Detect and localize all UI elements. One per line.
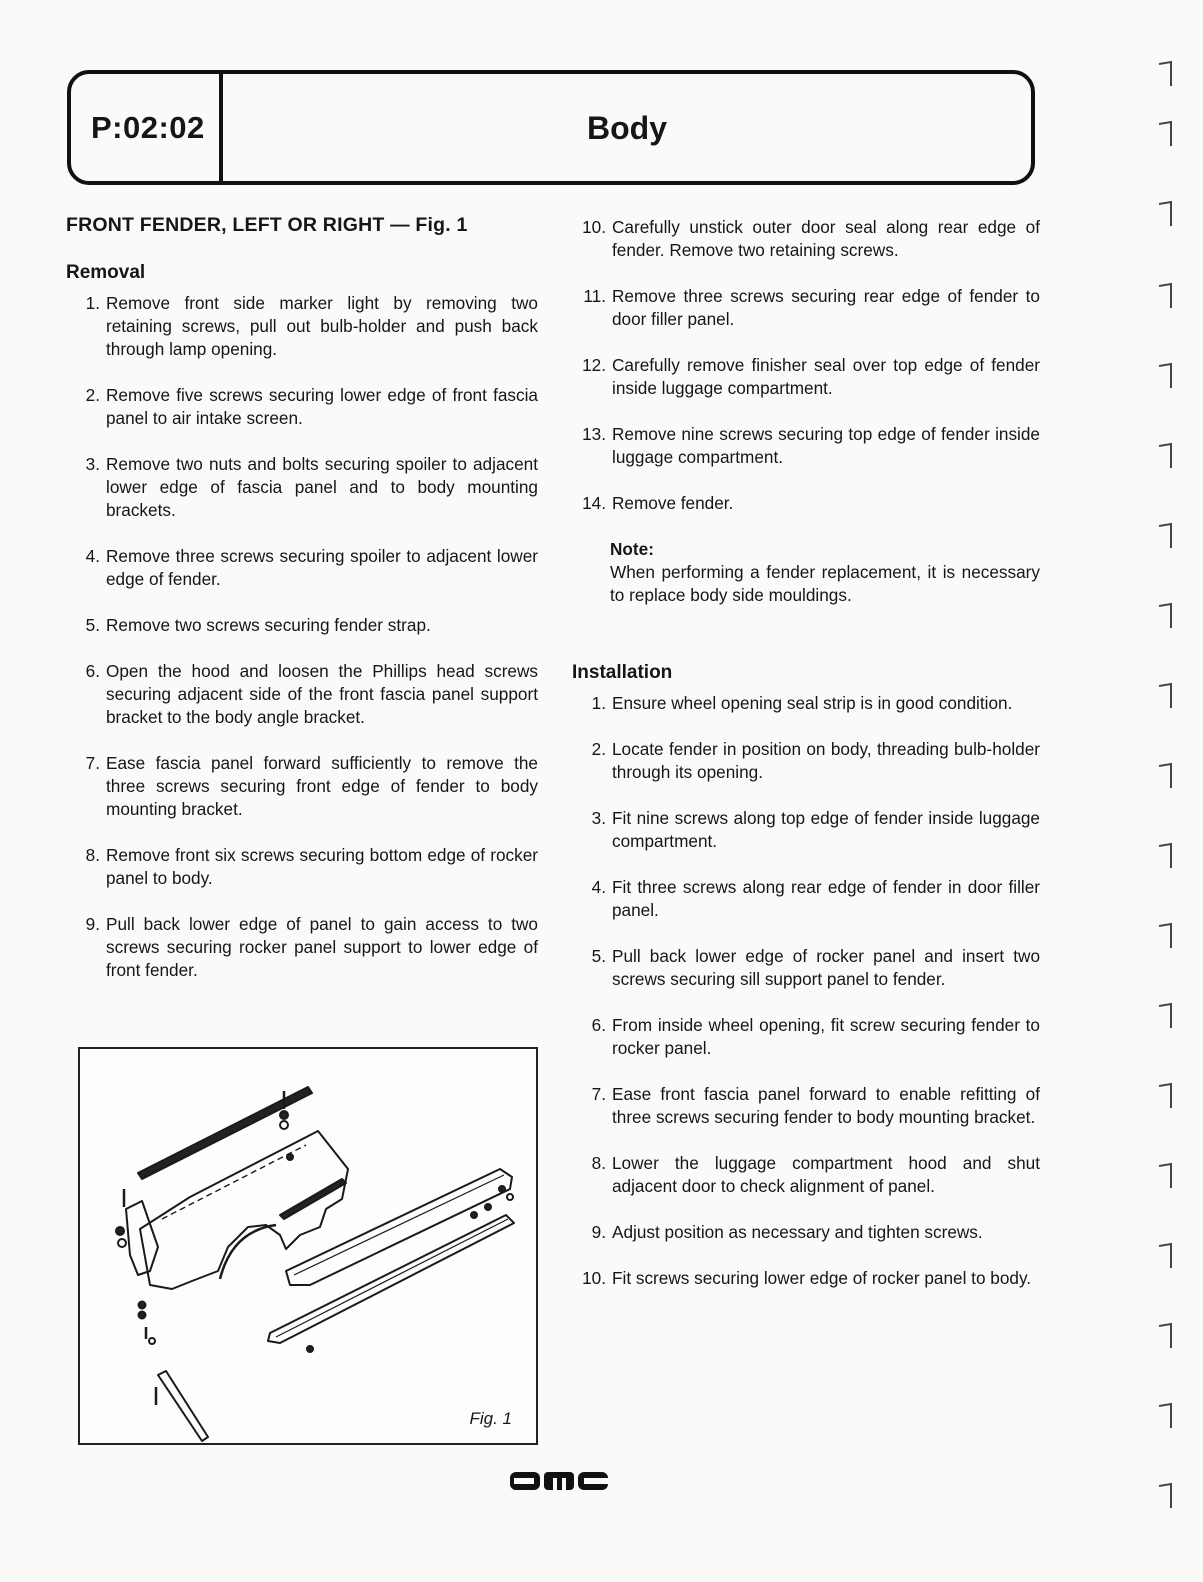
step-number: 6. xyxy=(85,661,100,681)
step-text: Remove three screws securing spoiler to adjacent lower edge of fender. xyxy=(106,546,538,589)
page-title: Body xyxy=(587,110,667,146)
step-text: Remove two nuts and bolts securing spoiler to adjacent lower edge of fascia panel and to body mounting brackets. xyxy=(106,454,538,520)
step-item xyxy=(66,292,538,361)
step-item xyxy=(572,354,1040,400)
step-text: Remove two screws securing fender strap. xyxy=(106,615,431,635)
installation-section xyxy=(572,661,1040,1290)
step-item xyxy=(572,807,1040,853)
dmc-logo-icon xyxy=(510,1470,608,1492)
step-number: 8. xyxy=(591,1153,606,1173)
step-number: 12. xyxy=(582,355,606,375)
fender-panel-part xyxy=(140,1131,348,1289)
step-text: Ease fascia panel forward sufficiently to remove the three screws securing front edge of fender to body mounting bracket. xyxy=(106,753,538,819)
step-item xyxy=(572,492,1040,515)
step-item xyxy=(66,384,538,430)
step-number: 5. xyxy=(591,946,606,966)
section-title: FRONT FENDER, LEFT OR RIGHT — Fig. 1 xyxy=(66,214,468,236)
page-header xyxy=(67,70,1035,185)
step-text: Remove nine screws securing top edge of fender inside luggage compartment. xyxy=(612,424,1040,467)
page-code: P:02:02 xyxy=(91,110,205,145)
step-number: 3. xyxy=(85,454,100,474)
step-number: 8. xyxy=(85,845,100,865)
step-number: 2. xyxy=(85,385,100,405)
step-item xyxy=(66,913,538,982)
step-number: 9. xyxy=(85,914,100,934)
binder-marks-decoration xyxy=(1157,60,1181,1520)
step-text: Open the hood and loosen the Phillips head screws securing adjacent side of the front fascia panel support bracket to the body angle bracket. xyxy=(106,661,538,727)
installation-steps-list xyxy=(572,692,1040,1290)
right-column xyxy=(572,216,1040,1313)
step-item xyxy=(572,1152,1040,1198)
step-text: Remove front six screws securing bottom edge of rocker panel to body. xyxy=(106,845,538,888)
step-number: 3. xyxy=(591,808,606,828)
installation-title: Installation xyxy=(572,662,673,683)
fender-strap-part xyxy=(158,1371,208,1441)
step-text: Fit nine screws along top edge of fender inside luggage compartment. xyxy=(612,808,1040,851)
figure-1 xyxy=(78,1047,538,1445)
step-item xyxy=(572,216,1040,262)
step-text: Carefully remove finisher seal over top edge of fender inside luggage compartment. xyxy=(612,355,1040,398)
step-number: 6. xyxy=(591,1015,606,1035)
step-number: 7. xyxy=(591,1084,606,1104)
step-number: 7. xyxy=(85,753,100,773)
step-number: 1. xyxy=(85,293,100,313)
step-number: 5. xyxy=(85,615,100,635)
step-text: Adjust position as necessary and tighten screws. xyxy=(612,1222,983,1242)
step-number: 4. xyxy=(85,546,100,566)
step-text: Remove front side marker light by removing two retaining screws, pull out bulb-holder and push back through lamp opening. xyxy=(106,293,538,359)
step-text: Pull back lower edge of rocker panel and insert two screws securing sill support panel to fender. xyxy=(612,946,1040,989)
step-item xyxy=(66,844,538,890)
step-number: 13. xyxy=(582,424,606,444)
note-label: Note: xyxy=(610,539,654,559)
step-text: Fit screws securing lower edge of rocker panel to body. xyxy=(612,1268,1032,1288)
step-number: 2. xyxy=(591,739,606,759)
step-item xyxy=(572,1221,1040,1244)
step-item xyxy=(66,614,538,637)
step-item xyxy=(572,876,1040,922)
step-item xyxy=(572,1083,1040,1129)
removal-steps-list xyxy=(66,292,538,982)
step-number: 14. xyxy=(582,493,606,513)
step-text: Pull back lower edge of panel to gain access to two screws securing rocker panel support to lower edge of front fender. xyxy=(106,914,538,980)
step-item xyxy=(572,1014,1040,1060)
left-column xyxy=(66,214,538,1005)
step-text: Remove fender. xyxy=(612,493,734,513)
step-text: Ensure wheel opening seal strip is in good condition. xyxy=(612,693,1013,713)
step-item xyxy=(66,453,538,522)
step-item xyxy=(572,738,1040,784)
step-item xyxy=(572,285,1040,331)
step-item xyxy=(572,692,1040,715)
figure-caption: Fig. 1 xyxy=(469,1409,512,1428)
step-text: Lower the luggage compartment hood and shut adjacent door to check alignment of panel. xyxy=(612,1153,1040,1196)
step-number: 11. xyxy=(583,286,606,306)
step-text: From inside wheel opening, fit screw securing fender to rocker panel. xyxy=(612,1015,1040,1058)
step-number: 10. xyxy=(582,1268,606,1288)
step-text: Carefully unstick outer door seal along rear edge of fender. Remove two retaining screws. xyxy=(612,217,1040,260)
step-text: Remove three screws securing rear edge of fender to door filler panel. xyxy=(612,286,1040,329)
step-text: Locate fender in position on body, threading bulb-holder through its opening. xyxy=(612,739,1040,782)
step-item xyxy=(572,945,1040,991)
removal-steps-continued-list xyxy=(572,216,1040,515)
step-item xyxy=(572,1267,1040,1290)
step-text: Fit three screws along rear edge of fender in door filler panel. xyxy=(612,877,1040,920)
exploded-fender-diagram-icon xyxy=(80,1049,536,1443)
note-block xyxy=(610,538,1040,607)
step-text: Ease front fascia panel forward to enable refitting of three screws securing fender to body mounting bracket. xyxy=(612,1084,1040,1127)
step-item xyxy=(66,752,538,821)
step-item xyxy=(572,423,1040,469)
step-number: 10. xyxy=(582,217,606,237)
note-text: When performing a fender replacement, it is necessary to replace body side mouldings. xyxy=(610,562,1040,605)
step-text: Remove five screws securing lower edge of front fascia panel to air intake screen. xyxy=(106,385,538,428)
step-item xyxy=(66,545,538,591)
step-number: 4. xyxy=(591,877,606,897)
removal-title: Removal xyxy=(66,262,146,283)
step-number: 1. xyxy=(591,693,606,713)
finisher-seal-part xyxy=(138,1087,312,1179)
step-item xyxy=(66,660,538,729)
step-number: 9. xyxy=(591,1222,606,1242)
door-seal-part xyxy=(280,1179,346,1219)
